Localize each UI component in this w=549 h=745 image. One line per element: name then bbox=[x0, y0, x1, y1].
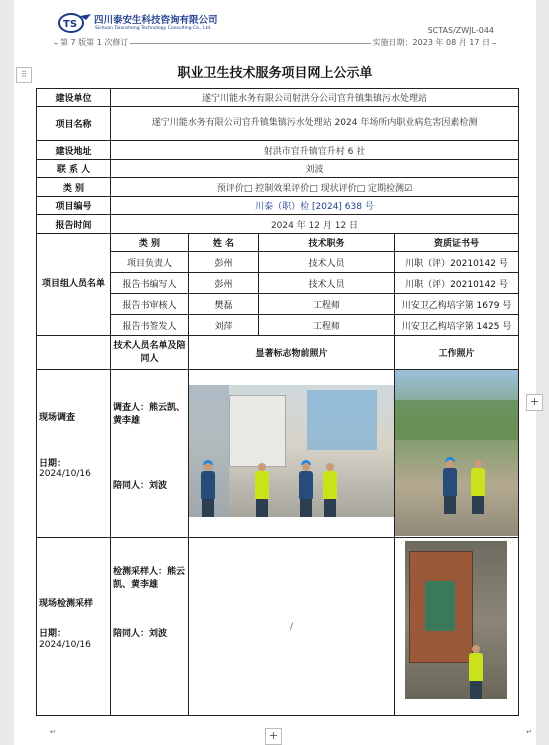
staff-title: 工程师 bbox=[259, 315, 395, 336]
type-label: 类 别 bbox=[37, 178, 111, 197]
staff-header-title: 技术职务 bbox=[259, 234, 395, 252]
landmark-photo bbox=[189, 385, 394, 517]
sampling-label: 现场检测采样 bbox=[39, 599, 94, 609]
doc-code: SCTAS/ZWJL-044 bbox=[427, 26, 494, 35]
sampling-date-label: 日期： bbox=[39, 629, 67, 639]
page-title: 职业卫生技术服务项目网上公示单 bbox=[177, 66, 373, 81]
sampling-row bbox=[37, 538, 519, 716]
sampling-companion: 陪同人：刘波 bbox=[113, 629, 168, 639]
sampling-landmark-empty: / bbox=[189, 538, 395, 716]
table-move-handle[interactable]: ⠿ bbox=[16, 67, 32, 83]
staff-cert: 川安卫乙构培字第 1679 号 bbox=[395, 294, 519, 315]
staff-title: 工程师 bbox=[259, 294, 395, 315]
survey-row bbox=[37, 370, 519, 538]
staff-role: 报告书编写人 bbox=[111, 273, 189, 294]
staff-cert: 川安卫乙构培字第 1425 号 bbox=[395, 315, 519, 336]
paragraph-mark-icon: ↵ bbox=[50, 728, 56, 736]
report-time-row bbox=[37, 215, 519, 234]
paragraph-mark-icon: ↵ bbox=[526, 728, 532, 736]
add-column-button[interactable]: + bbox=[526, 394, 543, 411]
survey-companion: 陪同人：刘波 bbox=[113, 481, 168, 491]
staff-name: 彭州 bbox=[189, 273, 259, 294]
survey-investigators: 调查人：熊云凯、黄李雄 bbox=[113, 403, 186, 426]
type-value: 预评价□ 控制效果评价□ 现状评价□ 定期检测☑ bbox=[111, 178, 519, 197]
staff-role: 报告书审核人 bbox=[111, 294, 189, 315]
add-row-button[interactable]: + bbox=[265, 728, 282, 745]
address-label: 建设地址 bbox=[37, 141, 111, 160]
staff-name: 彭州 bbox=[189, 252, 259, 273]
sampling-date: 2024/10/16 bbox=[39, 640, 91, 650]
client-value: 遂宁川能水务有限公司射洪分公司官升镇集镇污水处理站 bbox=[111, 89, 519, 107]
staff-cert: 川职（评）20210142 号 bbox=[395, 252, 519, 273]
work-photo bbox=[395, 370, 519, 536]
staff-header-cert: 资质证书号 bbox=[395, 234, 519, 252]
publicity-form-table bbox=[36, 88, 519, 716]
staff-name: 樊磊 bbox=[189, 294, 259, 315]
client-label: 建设单位 bbox=[37, 89, 111, 107]
svg-text:TS: TS bbox=[63, 19, 78, 30]
contact-row bbox=[37, 160, 519, 178]
staff-title: 技术人员 bbox=[259, 273, 395, 294]
sampling-work-photo bbox=[405, 541, 507, 699]
type-row bbox=[37, 178, 519, 197]
photo-header-row bbox=[37, 336, 519, 370]
address-row bbox=[37, 141, 519, 160]
landmark-photo-header: 显著标志物前照片 bbox=[189, 336, 395, 370]
effective-date: 实施日期：2023 年 08 月 17 日 bbox=[372, 38, 490, 47]
project-name-label: 项目名称 bbox=[37, 107, 111, 141]
survey-label: 现场调查 bbox=[39, 413, 76, 423]
version-text: 第 7 版第 1 次修订 bbox=[60, 38, 129, 47]
staff-header-row bbox=[37, 234, 519, 252]
project-name-value: 遂宁川能水务有限公司官升镇集镇污水处理站 2024 年场所内职业病危害因素检测 bbox=[111, 107, 519, 141]
staff-header-name: 姓 名 bbox=[189, 234, 259, 252]
staff-group-label: 项目组人员名单 bbox=[37, 234, 111, 336]
contact-label: 联 系 人 bbox=[37, 160, 111, 178]
staff-role: 项目负责人 bbox=[111, 252, 189, 273]
tech-staff-header: 技术人员名单及陪同人 bbox=[111, 336, 189, 370]
sampling-samplers: 检测采样人：熊云凯、黄李雄 bbox=[113, 567, 186, 590]
staff-header-role: 类 别 bbox=[111, 234, 189, 252]
report-time-label: 报告时间 bbox=[37, 215, 111, 234]
staff-name: 刘萍 bbox=[189, 315, 259, 336]
company-name-en: Sichuan Taiansheng Technology Consulting Co., Ltd. bbox=[95, 26, 212, 31]
survey-date-label: 日期： bbox=[39, 459, 67, 469]
staff-title: 技术人员 bbox=[259, 252, 395, 273]
address-value: 射洪市官升镇官升村 6 社 bbox=[111, 141, 519, 160]
company-logo bbox=[58, 10, 218, 36]
document-page bbox=[14, 0, 540, 745]
project-name-row bbox=[37, 107, 519, 141]
company-logo-icon bbox=[58, 12, 92, 34]
report-time-value: 2024 年 12 月 12 日 bbox=[111, 215, 519, 234]
project-no-row bbox=[37, 197, 519, 215]
staff-cert: 川职（评）20210142 号 bbox=[395, 273, 519, 294]
company-name-cn: 四川泰安生科技咨询有限公司 bbox=[94, 15, 218, 26]
survey-date: 2024/10/16 bbox=[39, 469, 91, 479]
project-no-label: 项目编号 bbox=[37, 197, 111, 215]
staff-role: 报告书签发人 bbox=[111, 315, 189, 336]
work-photo-header: 工作照片 bbox=[395, 336, 519, 370]
project-no-value: 川泰（职）检 [2024] 638 号 bbox=[111, 197, 519, 215]
contact-value: 刘波 bbox=[111, 160, 519, 178]
client-row bbox=[37, 89, 519, 107]
